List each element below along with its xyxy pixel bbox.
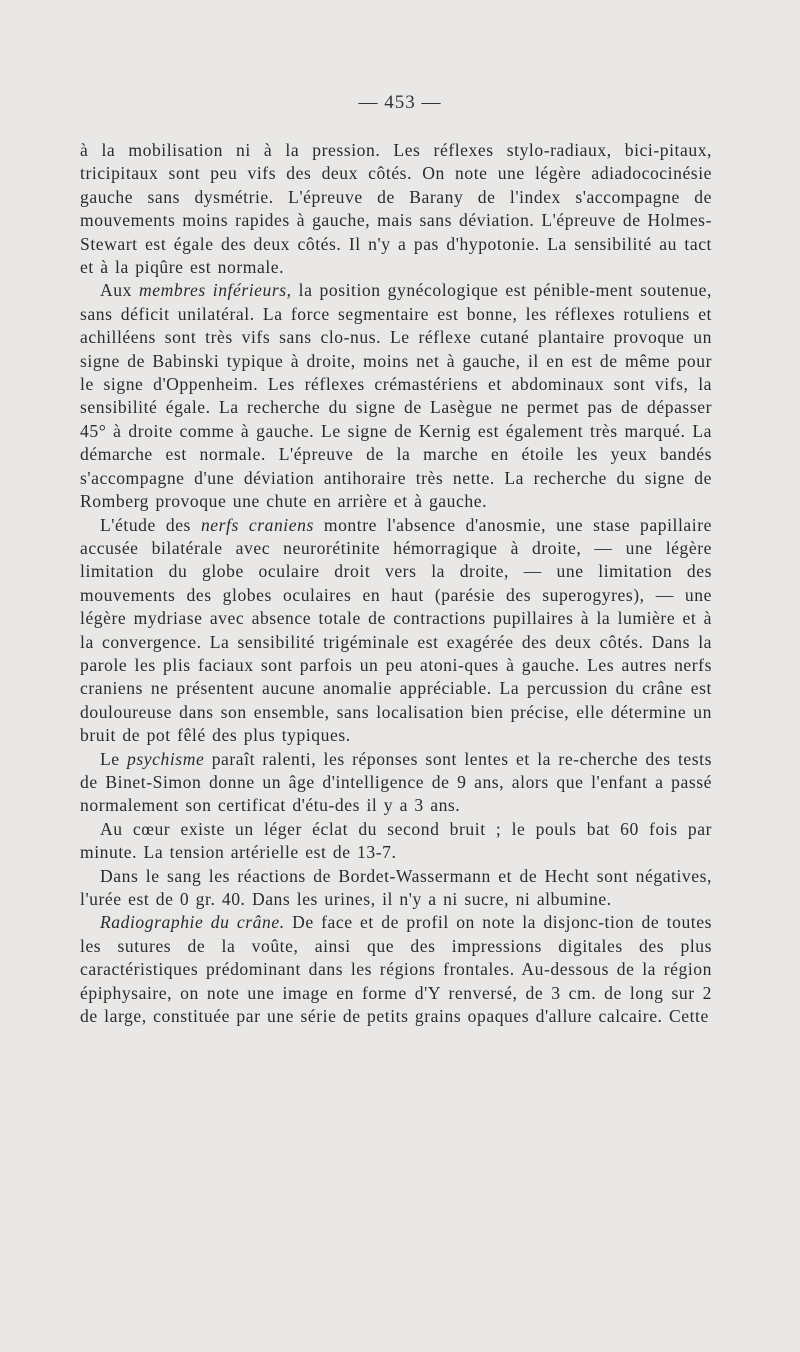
text-run: la position gynécologique est pénible-ment soutenue, sans déficit unilatéral. La force segmentaire est bonne, les réflexes rotuliens et achilléens sont très vifs sans clo-nus. Le réflexe cutané plantaire provoque un signe de Babinski typique à droite, moins net à gauche, il en est de même pour le signe d'Oppenheim. Les réflexes crémastériens et abdominaux sont vifs, la sensibilité égale. La recherche du signe de Lasègue ne permet pas de dépasser 45° à droite comme à gauche. Le signe de Kernig est également très marqué. La démarche est normale. L'épreuve de la marche en étoile les yeux bandés s'accompagne d'une déviation antihoraire très nette. La recherche du signe de Romberg provoque une chute en arrière et à gauche. bbox=[80, 280, 712, 512]
text-run: De face et de profil on note la disjonc-tion de toutes les sutures de la voûte, ainsi que des impressions digitales des plus caractéristiques prédominant dans les régions frontales. Au-dessous de la région épiphysaire, on note une image en forme d'Y renversé, de 3 cm. de long sur 2 de large, constituée par une série de petits grains opaques d'allure calcaire. Cette bbox=[80, 912, 712, 1027]
paragraph-p1 bbox=[80, 139, 712, 279]
page-number: — 453 — bbox=[358, 92, 442, 113]
text-run: montre l'absence d'anosmie, une stase papillaire accusée bilatérale avec neurorétinite hémorragique à droite, — une légère limitation du globe oculaire droit vers la droite, — une limitation des mouvements des globes oculaires en haut (parésie des superogyres), — une légère mydriase avec absence totale de contractions pupillaires à la lumière et à la convergence. La sensibilité trigéminale est exagérée des deux côtés. Dans la parole les plis faciaux sont parfois un peu atoni-ques à gauche. Les autres nerfs craniens ne présentent aucune anomalie appréciable. La percussion du crâne est douloureuse dans son ensemble, sans localisation bien précise, elle détermine un bruit de pot fêlé des plus typiques. bbox=[80, 514, 712, 746]
paragraph-p7 bbox=[80, 911, 712, 1028]
italic-term: membres inférieurs, bbox=[139, 280, 292, 301]
paragraph-p6 bbox=[80, 865, 712, 912]
text-run: paraît ralenti, les réponses sont lentes et la re-cherche des tests de Binet-Simon donne un âge d'intelligence de 9 ans, alors que l'enfant a passé normalement son certificat d'étu-des il y a 3 ans. bbox=[80, 748, 713, 816]
text-run: Le bbox=[100, 748, 128, 769]
italic-term: psychisme bbox=[127, 748, 205, 769]
paragraph-p4 bbox=[80, 748, 712, 818]
body-text bbox=[80, 139, 712, 1028]
italic-term: nerfs craniens bbox=[200, 514, 314, 535]
text-run: L'étude des bbox=[100, 514, 201, 535]
text-run: Au cœur existe un léger éclat du second bruit ; le pouls bat 60 fois par minute. La tension artérielle est de 13-7. bbox=[80, 818, 712, 863]
text-run: à la mobilisation ni à la pression. Les réflexes stylo-radiaux, bici-pitaux, tricipitaux sont peu vifs des deux côtés. On note une légère adiadococinésie gauche sans dysmétrie. L'épreuve de Barany de l'index s'accompagne de mouvements moins rapides à gauche, mais sans déviation. L'épreuve de Holmes-Stewart est égale des deux côtés. Il n'y a pas d'hypotonie. La sensibilité au tact et à la piqûre est normale. bbox=[80, 140, 712, 278]
paragraph-p5 bbox=[80, 818, 712, 865]
text-run: Aux bbox=[100, 280, 139, 301]
paragraph-p3 bbox=[80, 514, 712, 748]
text-run: Dans le sang les réactions de Bordet-Wassermann et de Hecht sont négatives, l'urée est de 0 gr. 40. Dans les urines, il n'y a ni sucre, ni albumine. bbox=[80, 865, 712, 909]
paragraph-p2 bbox=[80, 279, 712, 513]
italic-term: Radiographie du crâne. bbox=[100, 912, 285, 933]
